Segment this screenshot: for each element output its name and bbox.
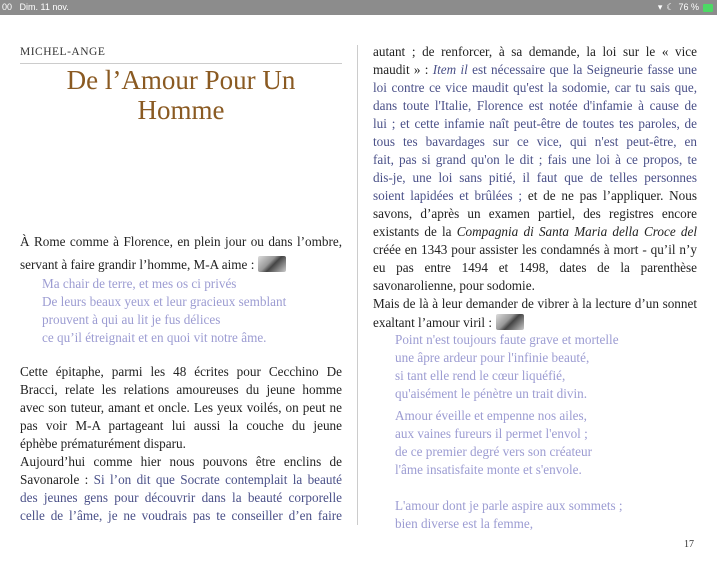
poem-line [395,443,592,461]
page-number: 17 [684,539,694,550]
text-segment: Savonarole : [20,472,94,487]
battery-percent: 76 % [678,2,699,12]
text-segment: une âpre ardeur pour l'infinie beauté, [395,350,590,365]
moon-icon: ☾ [666,2,675,12]
text-segment: savonarolienne, pour sodomie. [373,278,535,293]
text-line [20,435,186,453]
status-bar [0,0,717,15]
text-line [373,115,697,133]
text-line [373,259,697,277]
text-segment: Point n'est toujours faute grave et mortelle [395,332,619,347]
text-segment: créée en 1343 pour assister les condamnés à mort - qu’il n’y [373,242,697,257]
text-line [373,241,697,259]
text-segment: Aujourd’hui comme hier nous pouvons être enclins de [20,454,342,469]
text-segment: des jeunes gens pour découvrir dans la beauté corporelle [20,490,342,505]
text-line [20,471,342,489]
poem-line [395,425,588,443]
text-line [373,79,697,97]
text-segment: exaltant l’amour viril : [373,315,493,330]
text-segment: À Rome comme à Florence, en plein jour ou dans l’ombre, [20,234,342,249]
text-segment: savons, d’après un examen partiel, des registres encore [373,206,697,221]
text-line [20,453,342,471]
text-segment: maudit » : [373,62,433,77]
text-segment: Ma chair de terre, et mes os ci privés [42,276,237,291]
text-line [20,489,342,507]
text-segment: prouvent à qui au lit je fus délices [42,312,221,327]
text-line [20,233,342,251]
text-segment: eu pas entre 1494 et 1498, dates de la parenthèse [373,260,697,275]
status-time: 00 Dim. 11 nov. [2,2,69,12]
poem-line [395,385,587,403]
text-segment: Si l’on dit que Socrate contemplait la beauté [93,472,342,487]
text-segment: l'âme insatisfaite monte et s'envole. [395,462,582,477]
text-segment: lui ; et cette infamie naît peut-être de toutes tes paroles, de [373,116,697,131]
text-segment: De leurs beaux yeux et leur gracieux semblant [42,294,287,309]
text-line [373,43,697,61]
text-segment: Item il [432,62,468,77]
text-segment: existants de la [373,224,457,239]
header-rule [20,63,342,64]
text-line [373,314,524,332]
poem-line [395,407,587,425]
text-segment: et de ne pas l’appliquer. Nous [527,188,697,203]
text-segment: soient lapidées et brûlées ; [373,188,528,203]
text-segment: est nécessaire que la Seigneurie fasse une [467,62,697,77]
running-head: MICHEL-ANGE [20,46,106,58]
text-segment: si tant elle rend le cœur liquéfié, [395,368,566,383]
poem-line [42,293,286,311]
text-segment: loi contre ce vice maudit qu'est la sodomie, car tu sais que, [373,80,697,95]
poem-line [395,349,589,367]
text-segment: pas voir M-A partageant lui aussi la couche du jeune [20,418,342,433]
text-segment: L'amour dont je parle aspire aux sommets ; [395,498,623,513]
poem-line [42,329,266,347]
hand-image [496,314,524,330]
text-segment: dans toute l'Italie, Florence est notée d'infamie à cause de [373,98,697,113]
text-line [20,417,342,435]
text-segment: Mais de là à leur demander de vibrer à la lecture d’un sonnet [373,296,697,311]
text-line [373,223,697,241]
poem-line [395,515,533,533]
text-segment: de ce premier degré vers son créateur [395,444,592,459]
text-segment: qu'aisément le pénètre un trait divin. [395,386,588,401]
text-line [373,277,535,295]
text-line [20,363,342,381]
text-segment: dis-je, une loi sans pitié, il faut que de telles personnes [373,170,697,185]
text-line [373,205,697,223]
poem-line [42,311,220,329]
text-segment: tous tes bavardages sur ce vice, qui n'est peut-être, en [373,134,697,149]
text-line [373,151,697,169]
wifi-icon: ▾ [657,2,663,12]
text-segment: Bracci, relate les relations amoureuses du jeune homme [20,382,342,397]
chapter-title-line: Homme [137,95,225,125]
hand-image [258,256,286,272]
text-segment: ce qu’il étreignait et en quoi vit notre âme. [42,330,267,345]
text-line [373,187,697,205]
text-segment: celle de l’âme, je ne voudrais pas te conseiller d’en faire [20,508,342,523]
text-segment: éphèbe prématurément disparu. [20,436,186,451]
text-line [373,61,697,79]
text-line [373,133,697,151]
text-segment: Cette épitaphe, parmi les 48 écrites pour Cecchino De [20,364,342,379]
text-segment: Amour éveille et empenne nos ailes, [395,408,587,423]
battery-icon [703,4,713,12]
status-date: Dim. 11 nov. [19,2,69,12]
text-line [373,169,697,187]
text-line [20,381,342,399]
poem-line [42,275,236,293]
poem-line [395,461,582,479]
text-line [20,399,342,417]
text-segment: Compagnia di Santa Maria della Croce del [456,224,697,239]
text-segment: bien diverse est la femme, [395,516,534,531]
poem-line [395,497,623,515]
text-line [20,507,342,525]
text-line [373,97,697,115]
text-segment: servant à faire grandir l’homme, M-A aime : [20,257,255,272]
text-segment: aux vaines fureurs il permet l'envol ; [395,426,588,441]
text-line [373,295,697,313]
text-line [20,256,286,274]
poem-line [395,367,565,385]
poem-line [395,331,619,349]
text-segment: avec son tuteur, amant et oncle. Les yeux voilés, on peut ne [20,400,342,415]
text-segment: fait, pas si grand qu'on le dit ; fais une loi à ce propos, te [373,152,697,167]
chapter-title-line: De l’Amour Pour Un [66,65,296,95]
text-segment: autant ; de renforcer, à sa demande, la loi sur le « vice [373,44,697,59]
column-divider [357,45,358,525]
